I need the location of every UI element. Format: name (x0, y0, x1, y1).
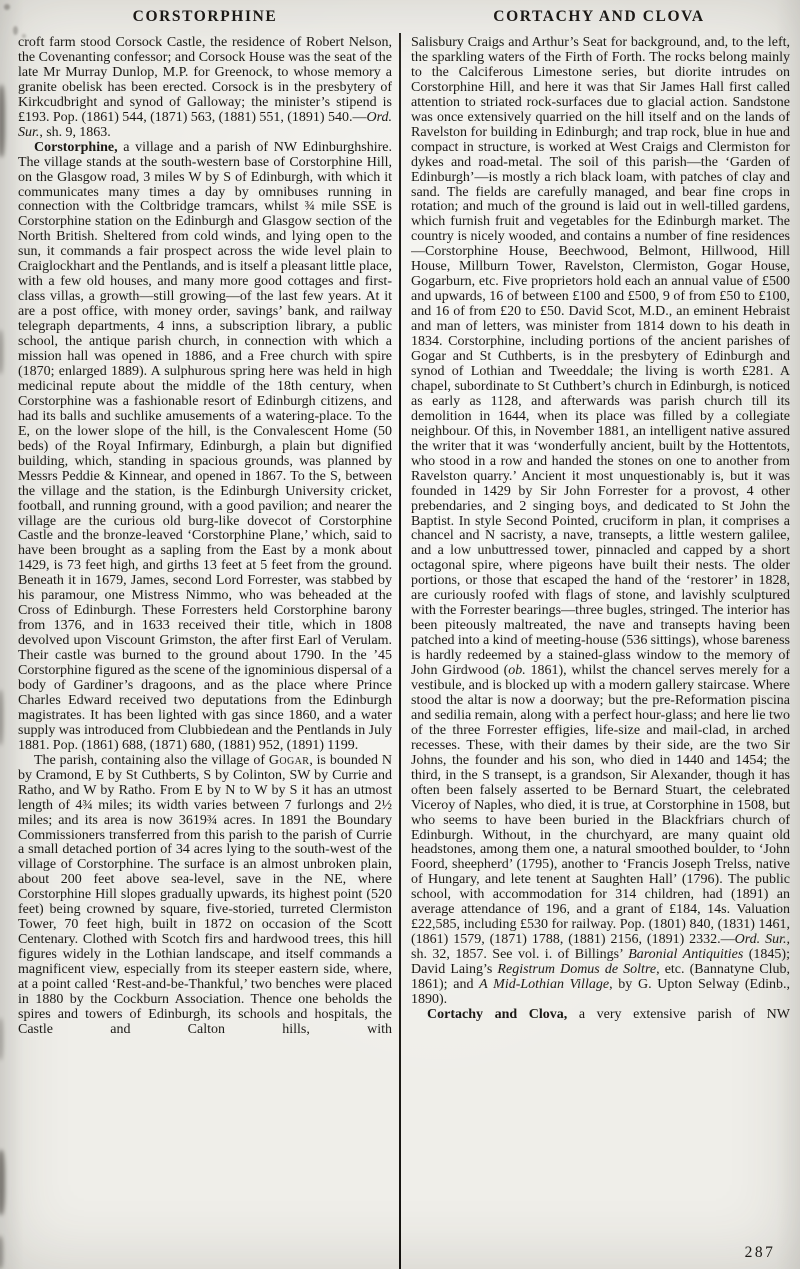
text-run: Ord. Sur. (734, 932, 787, 948)
text-run: Registrum Domus de Soltre (497, 962, 657, 978)
right-text-column (411, 36, 790, 1269)
text-run: Cortachy and Clova, (427, 1006, 568, 1022)
text-run: Baronial Antiquities (628, 947, 744, 963)
text-run: , sh. 9, 1863. (39, 124, 111, 140)
text-run: (1845); David Laing’s (411, 947, 790, 978)
scan-artifact (0, 1018, 3, 1060)
page-number: 287 (744, 1244, 776, 1261)
column-divider-rule (399, 33, 401, 1269)
scan-artifact (0, 1236, 3, 1269)
text-run: , by G. Upton Selway (Edinb., 1890). (411, 977, 790, 1007)
text-run: , is bounded N by Cramond, E by St Cuthberts, S by Colinton, SW by Currie and Ratho, and W by Ratho. From E by N to W by S it has an utmost length of 4¾ miles; its width varies between 7 furlongs and 2½ miles; and its area is now 3619¾ acres. In 1891 the Boundary Commissioners transferred from this parish to the parish of Currie a small detached portion of 34 acres lying to the south-west of the village of Corstorphine. The surface is an almost unbroken plain, about 200 feet above sea-level, save in the NE, where Corstorphine Hill slopes gradually upwards, its highest point (520 feet) being crowned by square, five-storied, turreted Clermiston Tower, 70 feet high, built in 1872 on occasion of the Scott Centenary. Clothed with Scotch firs and hardwood trees, this hill figures widely in the Lothian landscape, and itself commands a magnificent view, especially from its steeper eastern side, where, at a point called ‘Rest-and-be-Thankful,’ two benches were placed in 1880 by the Cockburn Association. Thence one beholds the spires and towers of Edinburgh, its schools and hospitals, the Castle and Calton hills, with (18, 752, 392, 1037)
paragraph (18, 36, 392, 141)
text-run: ob. (508, 663, 526, 679)
text-run: Ord. Sur. (18, 109, 392, 140)
text-run: The parish, containing also the village of (34, 752, 269, 768)
paragraph (18, 141, 392, 754)
scan-artifact (0, 690, 3, 745)
text-run: , sh. 32, 1857. See vol. i. of Billings’ (411, 932, 790, 963)
text-run: a village and a parish of NW Edinburghshire. The village stands at the south-western base of Corstorphine Hill, on the Glasgow road, 3 miles W by S of Edinburgh, with which it communicates many times a day by omnibuses running in connection with the Coltbridge tramcars, whilst ¾ mile SSE is Corstorphine station on the Edinburgh and Glasgow section of the North British. Sheltered from cold winds, and lying open to the sun, it commands a fair prospect across the wide level plain to Craiglockhart and the Pentlands, and is itself a pleasant little place, with a few old houses, and many more good cottages and first-class villas, a growth—still growing—of the last few years. At it are a post office, with money order, savings’ bank, and railway telegraph departments, 4 inns, a subscription library, a public school, the antique parish church, in connection with which a mission hall was opened in 1886, and a Free church with spire (1870; enlarged 1889). A sulphurous spring here was held in high medicinal repute about the middle of the 18th century, when Corstorphine was a fashionable resort of Edinburgh citizens, and had its balls and suchlike amusements of a watering-place. To the E, on the lower slope of the hill, is the Convalescent Home (50 beds) of the Royal Infirmary, Edinburgh, a plain but dignified building, which, standing in spacious grounds, was planned by Messrs Peddie & Kinnear, and opened in 1867. To the S, between the village and the station, is the Edinburgh University cricket, football, and running ground, with a good pavilion; and nearer the village are the curious old burg-like dovecot of Corstorphine Castle and the bronze-leaved ‘Corstorphine Plane,’ which, said to have been brought as a sapling from the East by a monk about 1429, is 73 feet high, and girths 13 feet at 5 feet from the ground. Beneath it in 1679, James, second Lord Forrester, was stabbed by his paramour, one Mistress Nimmo, who was beheaded at the Cross of Edinburgh. These Forresters held Corstorphine barony from 1376, and in 1633 received their title, which in 1808 devolved upon Viscount Grimston, the after first Earl of Verulam. Their castle was burned to the ground about 1790. In the ’45 Corstorphine figured as the scene of the ignominious dispersal of a body of Gardiner’s dragoons, and as the place where Prince Charles Edward received two deputations from the Edinburgh magistrates. It has been lighted with gas since 1860, and a water supply was introduced from Clubbiedean and the Pentlands in July 1881. Pop. (1861) 688, (1871) 680, (1881) 952, (1891) 1199. (18, 139, 392, 753)
scan-artifact (4, 4, 10, 10)
paragraph (411, 36, 790, 1008)
text-run: Gogar (268, 752, 310, 768)
scan-artifact (0, 1150, 5, 1215)
text-run: Salisbury Craigs and Arthur’s Seat for background, and, to the left, the sparkling waters of the Firth of Forth. The rocks belong mainly to the Calciferous Limestone series, but diorite intrudes on Corstorphine Hill, and here it was that Sir James Hall first called attention to striated rock-surfaces due to glacial action. Sandstone was once extensively quarried on the hill itself and on the lands of Ravelston for building in Edinburgh; and trap rock, blue in hue and compact in structure, is worked at West Craigs and Clermiston for dykes and road-metal. The soil of this parish—the ‘Garden of Edinburgh’—is mostly a rich black loam, with patches of clay and sand. The fields are carefully managed, and bear fine crops in rotation; and much of the ground is laid out in well-tilled gardens, which furnish fruit and vegetables for the Edinburgh market. The country is nicely wooded, and contains a number of fine residences—Corstorphine House, Beechwood, Belmont, Hillwood, Hill House, Millburn Tower, Ravelston, Clermiston, Gogar House, Gogarburn, etc. Five proprietors hold each an annual value of £500 and upwards, 16 of between £100 and £500, 9 of from £50 to £100, and 16 of from £20 to £50. David Scot, M.D., an eminent Hebraist and man of letters, was minister from 1814 down to his death in 1834. Corstorphine, including portions of the ancient parishes of Gogar and St Cuthberts, is in the presbytery of Edinburgh and synod of Lothian and Tweeddale; the living is worth £281. A chapel, subordinate to St Cuthbert’s church in Edinburgh, is noticed as early as 1128, and afterwards was parish church till its demolition in 1644, when its place was filled by a collegiate neighbour. Of this, in November 1881, an intelligent native assured the writer that it was ‘wonderfully ancient, built by the Hottentots, who stood in a row and handed the stones on one to another from Ravelston quarry.’ Ancient it most unquestionably is, but it was founded in 1429 by Sir John Forrester for a provost, 4 other prebendaries, and 2 singing boys, and dedicated to St John the Baptist. In style Second Pointed, cruciform in plan, it comprises a chancel and N sacristy, a nave, transepts, a little western galilee, and a low unbuttressed tower, pinnacled and capped by a short octagonal spire, where pigeons have built their nests. The older portions, or those that escaped the hand of the ‘restorer’ in 1828, are curiously roofed with flags of stone, and lavishly sculptured with the Forrester bearings—three bugles, stringed. The interior has been piteously maltreated, the nave and transepts having been patched into a kind of meeting-house (536 sittings), whose bareness is hardly redeemed by a stained-glass window to the memory of John Girdwood ( (411, 36, 790, 679)
text-run: croft farm stood Corsock Castle, the residence of Robert Nelson, the Covenanting confessor; and Corsock House was the seat of the late Mr Murray Dunlop, M.P. for Greenock, to whose memory a granite obelisk has been erected. Corsock is in the presbytery of Kirkcudbright and synod of Galloway; the minister’s stipend is £193. Pop. (1861) 544, (1871) 563, (1881) 551, (1891) 540.— (18, 36, 392, 125)
running-head-left: CORSTORPHINE (132, 8, 278, 25)
text-run: , etc. (Bannatyne Club, 1861); and (411, 962, 790, 993)
text-run: a very extensive parish of NW (567, 1006, 790, 1022)
paragraph (18, 754, 392, 1038)
text-run: 1861), whilst the chancel serves merely for a vestibule, and is blocked up with a modern gallery staircase. Where stood the altar is now a doorway; but the pre-Reformation piscina and sedilia remain, along with a perfect hour-glass; and here lie two of the three Forrester effigies, life-size and mail-clad, in arched recesses. These, with their dames by their side, are the two Sir Johns, the founder and his son, who died in 1440 and 1454; the third, in the S transept, is a grandson, Sir Alexander, though it has often been falsely asserted to be Bernard Stuart, the celebrated Viceroy of Naples, who died, it is true, at Corstorphine in 1508, but who seems to have been buried in the Blackfriars church of Edinburgh. Without, in the churchyard, are many quaint old headstones, among them one, a natural smoothed boulder, to ‘John Foord, sheepherd’ (1795), another to ‘Francis Joseph Trelss, native of Hungary, and lete tenent at Saughten Hall’ (1796). The public school, with accommodation for 314 children, had (1891) an average attendance of 196, and a grant of £184, 14s. Valuation £22,585, including £530 for railway. Pop. (1801) 840, (1831) 1461, (1861) 1579, (1871) 1788, (1881) 2156, (1891) 2332.— (411, 663, 790, 948)
paragraph (411, 1008, 790, 1023)
running-head-right: CORTACHY AND CLOVA (493, 8, 705, 25)
text-run: Corstorphine, (34, 139, 118, 155)
scan-artifact (0, 330, 3, 374)
left-text-column (18, 36, 392, 1269)
scan-artifact (0, 85, 5, 157)
text-run: A Mid-Lothian Village (479, 977, 610, 993)
